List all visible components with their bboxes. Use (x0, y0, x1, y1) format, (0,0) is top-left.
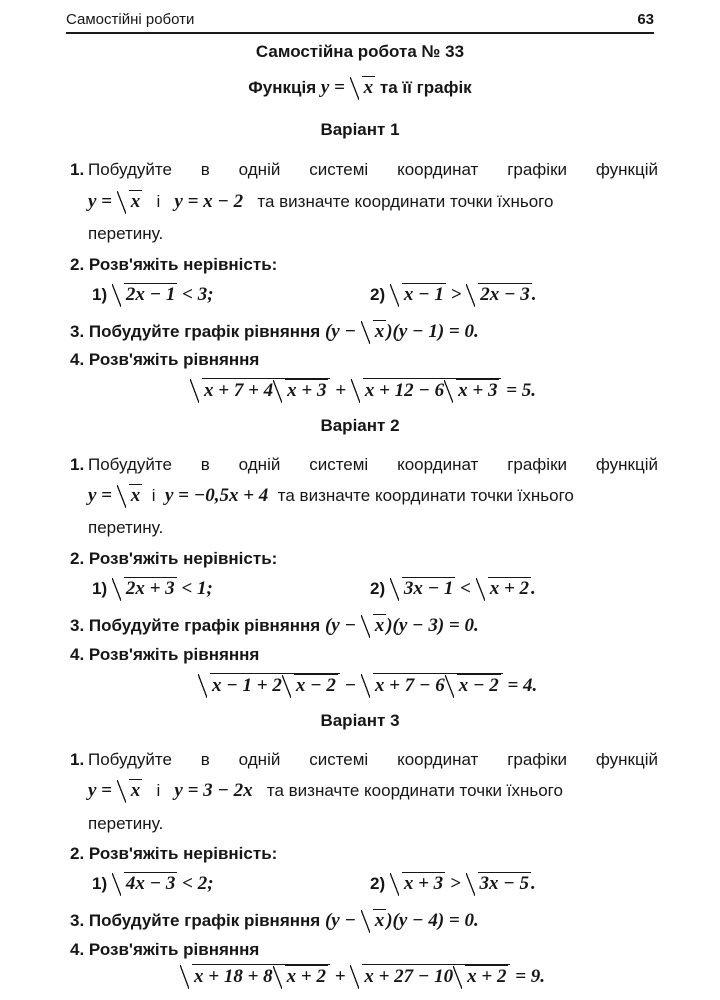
task-3: 3. Побудуйте графік рівняння (y − x )(y − 1) = 0. (70, 321, 479, 342)
task-2: 2. Розв'яжіть нерівність: (70, 844, 278, 863)
task-1-line2: y = x і y = −0,5x + 4 та визначте координати точки їхнього (88, 485, 574, 506)
subtitle-formula: y = x (320, 77, 374, 98)
task-1-line3: перетину. (88, 814, 164, 833)
task-2: 2. Розв'яжіть нерівність: (70, 255, 278, 274)
work-title: Самостійна робота № 33 (255, 42, 465, 61)
task-4-equation: x + 18 + 8 x + 2 + x + 27 − 10 x + 2 = 9. (180, 964, 545, 988)
work-subtitle: Функція y = x та її графік (248, 77, 472, 98)
task-1-line3: перетину. (88, 518, 164, 537)
task-1: 1. (70, 750, 85, 769)
page-number: 63 (637, 11, 654, 28)
task-1-line2: y = x і y = 3 − 2x та визначте координати точки їхнього (88, 780, 563, 801)
task-2-part-1: 1) 4x − 3 < 2; (92, 873, 214, 894)
page-header (66, 6, 654, 34)
variant-heading: Варіант 3 (320, 711, 400, 730)
variant-heading: Варіант 2 (320, 416, 400, 435)
variant-heading: Варіант 1 (320, 120, 400, 139)
task-3: 3. Побудуйте графік рівняння (y − x )(y − 3) = 0. (70, 615, 479, 636)
task-3: 3. Побудуйте графік рівняння (y − x )(y − 4) = 0. (70, 910, 479, 931)
task-4: 4. Розв'яжіть рівняння (70, 940, 260, 959)
section-title: Самостійні роботи (66, 11, 195, 28)
task-4: 4. Розв'яжіть рівняння (70, 350, 260, 369)
task-2-part-1: 1) 2x − 1 < 3; (92, 284, 214, 305)
task-1-line1: Побудуйте в одній системі координат графіки функцій (88, 750, 658, 769)
task-1-line1: Побудуйте в одній системі координат графіки функцій (88, 455, 658, 474)
task-1-line3: перетину. (88, 224, 164, 243)
task-2-part-2: 2) x + 3 > 3x − 5 . (370, 873, 536, 894)
task-4-equation: x − 1 + 2 x − 2 − x + 7 − 6 x − 2 = 4. (198, 673, 537, 697)
task-2-part-2: 2) x − 1 > 2x − 3 . (370, 284, 537, 305)
task-2-part-2: 2) 3x − 1 < x + 2 . (370, 578, 536, 599)
task-2-part-1: 1) 2x + 3 < 1; (92, 578, 213, 599)
task-1: 1. (70, 455, 85, 474)
task-2: 2. Розв'яжіть нерівність: (70, 549, 278, 568)
task-1-line1: Побудуйте в одній системі координат графіки функцій (88, 160, 658, 179)
task-1: 1. (70, 160, 85, 179)
task-1-line2: y = x і y = x − 2 та визначте координати точки їхнього (88, 191, 554, 212)
task-4-equation: x + 7 + 4 x + 3 + x + 12 − 6 x + 3 = 5. (190, 378, 536, 402)
task-4: 4. Розв'яжіть рівняння (70, 645, 260, 664)
